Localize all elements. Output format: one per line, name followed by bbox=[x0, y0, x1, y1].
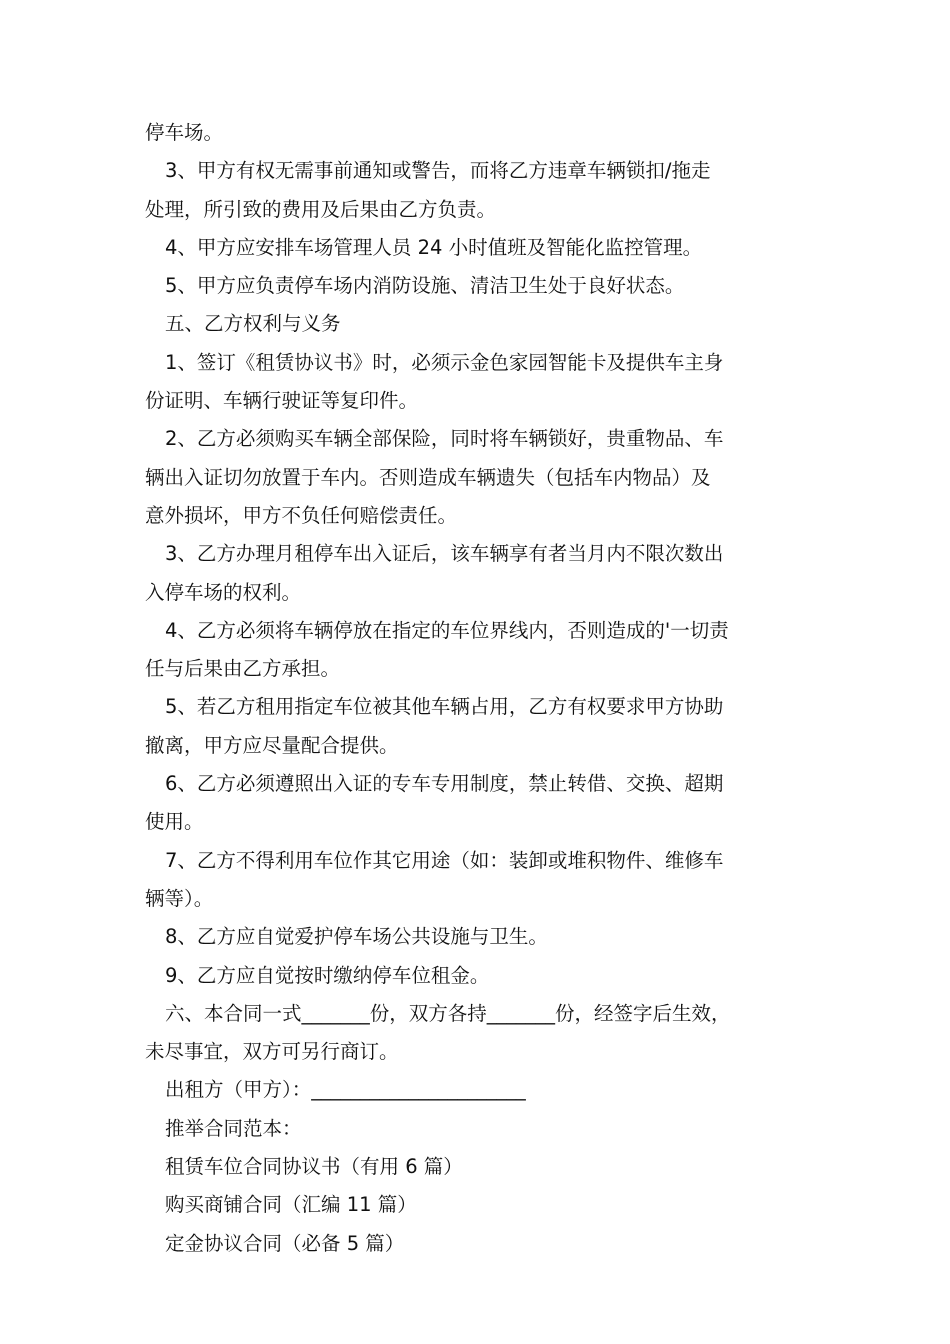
text-line: 5、若乙方租用指定车位被其他车辆占用，乙方有权要求甲方协助 bbox=[165, 695, 724, 719]
recommend-heading: 推举合同范本： bbox=[165, 1116, 302, 1140]
recommend-link[interactable]: 租赁车位合同协议书（有用 6 篇） bbox=[165, 1155, 463, 1179]
text-line: 6、乙方必须遵照出入证的专车专用制度，禁止转借、交换、超期 bbox=[165, 772, 724, 796]
text-line: 3、乙方办理月租停车出入证后，该车辆享有者当月内不限次数出 bbox=[165, 542, 724, 566]
text-line: 停车场。 bbox=[145, 121, 224, 144]
signature-line: 出租方（甲方）：______________________ bbox=[165, 1078, 526, 1102]
text-line: 5、甲方应负责停车场内消防设施、清洁卫生处于良好状态。 bbox=[165, 274, 685, 298]
text-line: 4、甲方应安排车场管理人员 24 小时值班及智能化监控管理。 bbox=[165, 235, 703, 259]
text-line: 未尽事宜，双方可另行商订。 bbox=[145, 1040, 399, 1064]
text-line: 任与后果由乙方承担。 bbox=[145, 657, 341, 681]
document-page bbox=[145, 114, 825, 1263]
text-line: 份证明、车辆行驶证等复印件。 bbox=[145, 389, 419, 413]
text-line: 撤离，甲方应尽量配合提供。 bbox=[145, 733, 399, 757]
recommend-link[interactable]: 购买商铺合同（汇编 11 篇） bbox=[165, 1193, 417, 1217]
text-line: 入停车场的权利。 bbox=[145, 580, 302, 604]
section-heading: 五、乙方权利与义务 bbox=[165, 312, 341, 336]
text-line: 9、乙方应自觉按时缴纳停车位租金。 bbox=[165, 963, 490, 987]
section-heading: 六、本合同一式_______份，双方各持_______份，经签字后生效， bbox=[165, 1001, 731, 1025]
text-line: 3、甲方有权无需事前通知或警告，而将乙方违章车辆锁扣/拖走 bbox=[165, 159, 711, 183]
text-line: 4、乙方必须将车辆停放在指定的车位界线内，否则造成的'一切责 bbox=[165, 618, 729, 642]
text-line: 7、乙方不得利用车位作其它用途（如：装卸或堆积物件、维修车 bbox=[165, 848, 724, 872]
text-line: 使用。 bbox=[145, 810, 204, 834]
text-line: 8、乙方应自觉爱护停车场公共设施与卫生。 bbox=[165, 925, 548, 949]
text-line: 处理，所引致的费用及后果由乙方负责。 bbox=[145, 197, 497, 221]
recommend-link[interactable]: 定金协议合同（必备 5 篇） bbox=[165, 1231, 405, 1255]
text-line: 1、签订《租赁协议书》时，必须示金色家园智能卡及提供车主身 bbox=[165, 350, 724, 374]
text-line: 2、乙方必须购买车辆全部保险，同时将车辆锁好，贵重物品、车 bbox=[165, 427, 724, 451]
text-line: 辆出入证切勿放置于车内。否则造成车辆遗失（包括车内物品）及 bbox=[145, 465, 711, 489]
text-line: 辆等）。 bbox=[145, 886, 214, 910]
text-line: 意外损坏，甲方不负任何赔偿责任。 bbox=[145, 503, 458, 527]
